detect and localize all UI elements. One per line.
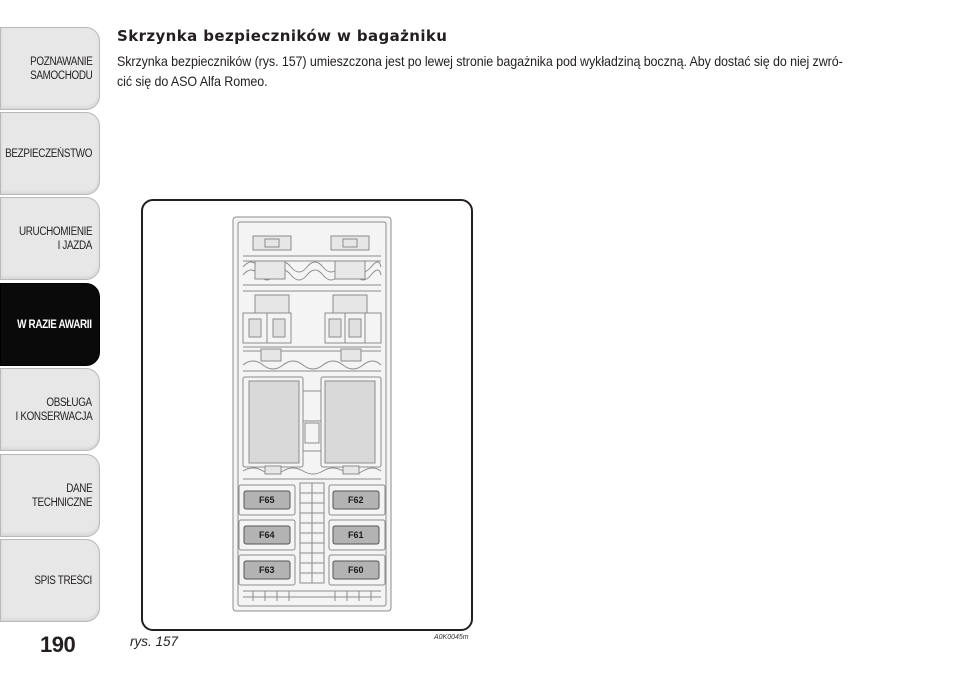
page-number: 190 (40, 632, 76, 657)
tab-obsluga-i-konserwacja[interactable] (0, 368, 100, 451)
tab-label: TECHNICZNE (31, 496, 92, 509)
tab-uruchomienie-i-jazda[interactable] (0, 197, 100, 280)
fuse-label-f61: F61 (348, 530, 364, 540)
figure-code: A0K0045m (434, 634, 469, 641)
figure-caption: rys. 157 (130, 634, 179, 649)
fuse-label-f60: F60 (348, 565, 364, 575)
section-heading: Skrzynka bezpieczników w bagażniku (117, 27, 448, 45)
tab-label: DANE (65, 482, 92, 495)
tab-dane-techniczne[interactable] (0, 454, 100, 537)
paragraph-line: Skrzynka bezpieczników (rys. 157) umieszczona jest po lewej stronie bagażnika pod wykładziną boczną. Aby dostać się do niej zwró- (117, 54, 843, 69)
tab-label: I JAZDA (57, 239, 92, 252)
tab-w-razie-awarii[interactable] (0, 283, 100, 366)
fuse-label-f63: F63 (259, 565, 275, 575)
fuse-label-f62: F62 (348, 495, 364, 505)
fuse-box-diagram (143, 201, 473, 631)
tab-label: BEZPIECZEŃSTWO (5, 147, 92, 160)
tab-label: I KONSERWACJA (15, 410, 92, 423)
tab-label: SAMOCHODU (29, 69, 92, 82)
tab-label: URUCHOMIENIE (18, 225, 92, 238)
fuse-box-figure (141, 199, 473, 631)
section-paragraph (117, 52, 917, 92)
fuse-label-f65: F65 (259, 495, 275, 505)
tab-label: SPIS TREŚCI (34, 574, 92, 587)
tab-label: OBSŁUGA (46, 396, 92, 409)
tab-bezpieczenstwo[interactable] (0, 112, 100, 195)
tab-label: W RAZIE AWARII (17, 318, 92, 331)
tab-label: POZNAWANIE (29, 55, 92, 68)
tab-poznawanie-samochodu[interactable] (0, 27, 100, 110)
tab-spis-tresci[interactable] (0, 539, 100, 622)
fuse-label-f64: F64 (259, 530, 275, 540)
paragraph-line: cić się do ASO Alfa Romeo. (117, 74, 268, 89)
